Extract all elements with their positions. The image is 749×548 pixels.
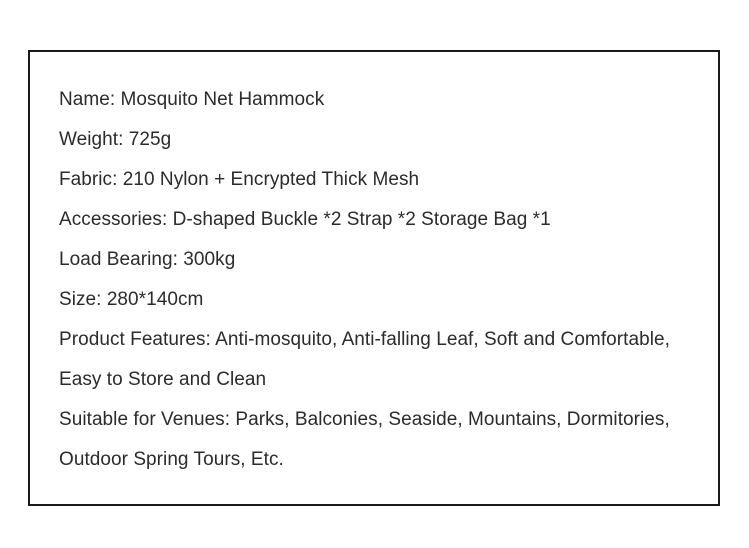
spec-size: Size: 280*140cm	[59, 289, 204, 310]
spec-weight: Weight: 725g	[59, 129, 172, 150]
spec-venues-line-2: Outdoor Spring Tours, Etc.	[59, 449, 284, 470]
spec-list	[59, 80, 708, 480]
spec-features-line-2: Easy to Store and Clean	[59, 369, 267, 390]
spec-load-bearing: Load Bearing: 300kg	[59, 249, 236, 270]
spec-accessories: Accessories: D-shaped Buckle *2 Strap *2 Storage Bag *1	[59, 209, 551, 230]
spec-name: Name: Mosquito Net Hammock	[59, 89, 325, 110]
spec-fabric: Fabric: 210 Nylon + Encrypted Thick Mesh	[59, 169, 420, 190]
spec-features-line-1: Product Features: Anti-mosquito, Anti-falling Leaf, Soft and Comfortable,	[59, 329, 670, 350]
spec-venues-line-1: Suitable for Venues: Parks, Balconies, Seaside, Mountains, Dormitories,	[59, 409, 670, 430]
spec-box	[28, 50, 720, 506]
